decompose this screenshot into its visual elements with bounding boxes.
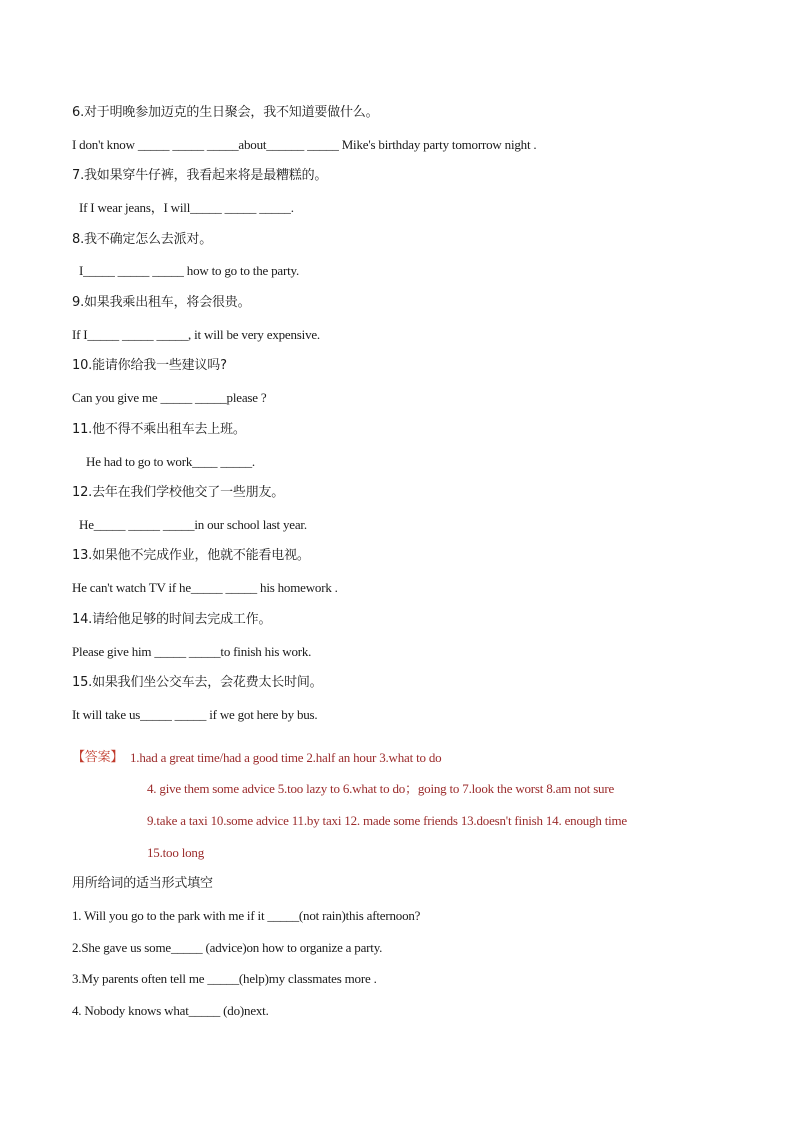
question-9-chinese: 9.如果我乘出租车，将会很贵。 <box>72 295 251 310</box>
exercise-item-2: 2.She gave us some_____ (advice)on how to organize a party. <box>72 940 383 955</box>
question-7-chinese: 7.我如果穿牛仔裤，我看起来将是最糟糕的。 <box>72 168 328 183</box>
question-11-chinese: 11.他不得不乘出租车去上班。 <box>72 422 246 437</box>
question-15-english: It will take us_____ _____ if we got here by bus. <box>72 707 318 722</box>
answer-tag: 【答案】 <box>72 750 124 765</box>
question-14-chinese: 14.请给他足够的时间去完成工作。 <box>72 612 272 627</box>
question-6-chinese: 6.对于明晚参加迈克的生日聚会，我不知道要做什么。 <box>72 105 379 120</box>
question-12-english: He_____ _____ _____in our school last year. <box>79 517 307 532</box>
exercise-item-4: 4. Nobody knows what_____ (do)next. <box>72 1003 269 1018</box>
answer-line-4: 15.too long <box>147 845 205 860</box>
exercise-item-1: 1. Will you go to the park with me if it _____(not rain)this afternoon? <box>72 908 421 923</box>
question-13-chinese: 13.如果他不完成作业，他就不能看电视。 <box>72 548 310 563</box>
question-7-english: If I wear jeans，I will_____ _____ _____. <box>79 200 294 215</box>
question-6-english: I don't know _____ _____ _____about______ _____ Mike's birthday party tomorrow night . <box>72 137 537 152</box>
exercise-item-3: 3.My parents often tell me _____(help)my classmates more . <box>72 971 377 986</box>
section-2-title: 用所给词的适当形式填空 <box>72 876 213 891</box>
question-15-chinese: 15.如果我们坐公交车去，会花费太长时间。 <box>72 675 323 690</box>
question-14-english: Please give him _____ _____to finish his work. <box>72 644 312 659</box>
answer-line-1: 1.had a great time/had a good time 2.half an hour 3.what to do <box>130 750 442 765</box>
answer-line-2: 4. give them some advice 5.too lazy to 6.what to do；going to 7.look the worst 8.am not sure <box>147 781 615 796</box>
question-8-chinese: 8.我不确定怎么去派对。 <box>72 232 213 247</box>
question-11-english: He had to go to work____ _____. <box>86 454 255 469</box>
question-10-chinese: 10.能请你给我一些建议吗? <box>72 358 227 373</box>
question-12-chinese: 12.去年在我们学校他交了一些朋友。 <box>72 485 285 500</box>
question-10-english: Can you give me _____ _____please ? <box>72 390 267 405</box>
question-8-english: I_____ _____ _____ how to go to the party. <box>79 263 300 278</box>
question-9-english: If I_____ _____ _____, it will be very expensive. <box>72 327 320 342</box>
answer-line-3: 9.take a taxi 10.some advice 11.by taxi 12. made some friends 13.doesn't finish 14. enough time <box>147 813 628 828</box>
question-13-english: He can't watch TV if he_____ _____ his homework . <box>72 580 338 595</box>
